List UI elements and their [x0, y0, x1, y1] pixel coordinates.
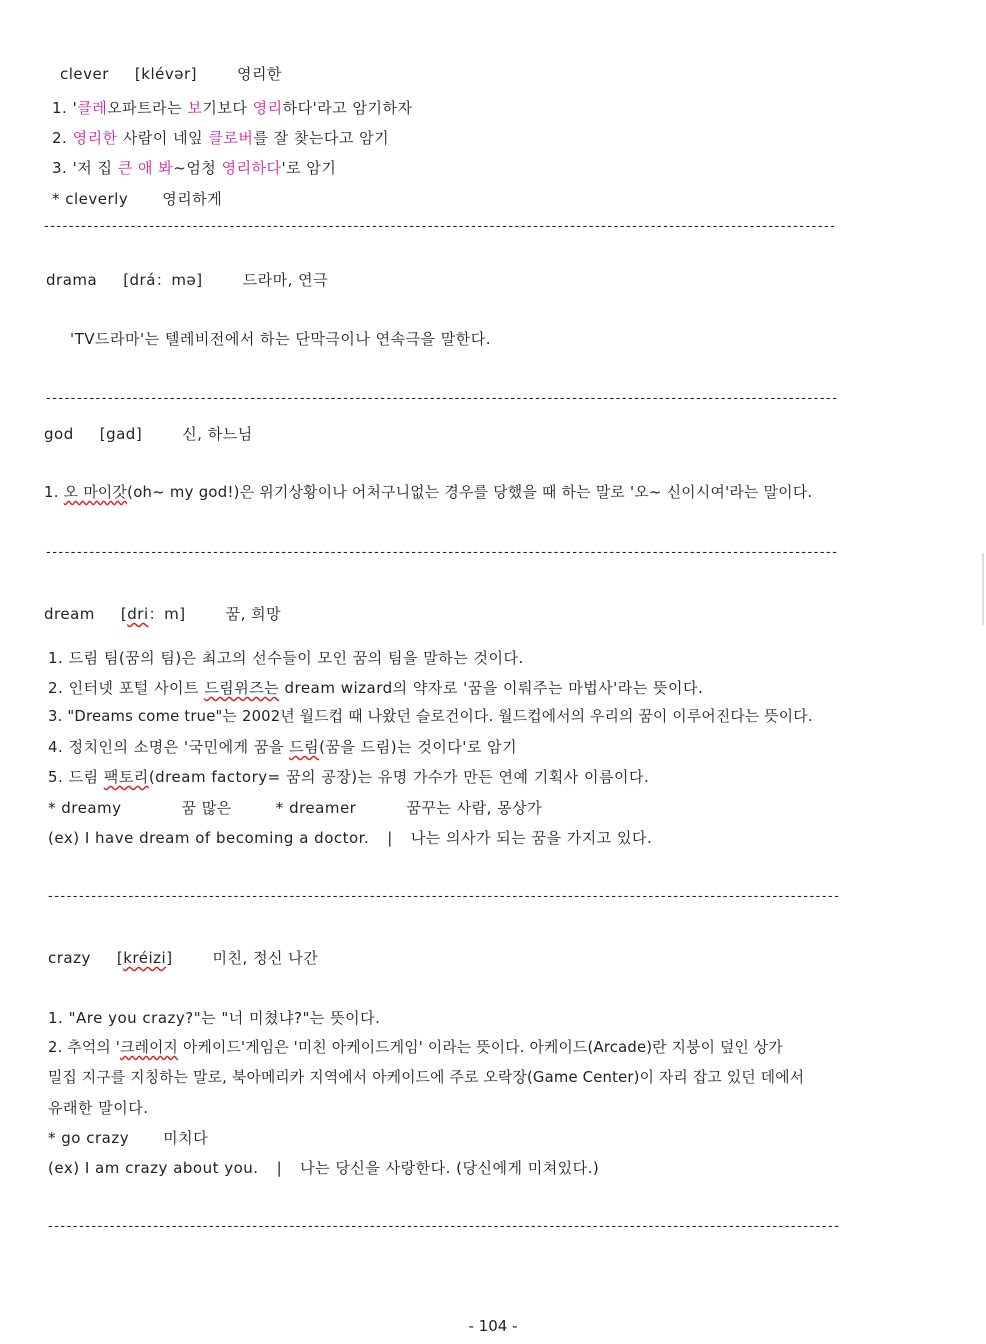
- crazy-note-2-cont: 밀집 지구를 지칭하는 말로, 북아메리카 지역에서 아케이드에 주로 오락장(Game Center)이 자리 잡고 있던 데에서: [48, 1069, 805, 1086]
- pronunciation-close: ]: [166, 949, 173, 967]
- dream-note-2: [48, 678, 703, 698]
- dream-note-5: [48, 767, 649, 787]
- drama-description: 'TV드라마'는 텔레비전에서 하는 단막극이나 연속극을 말한다.: [70, 330, 492, 348]
- text: (oh~ my god!)은 위기상황이나 어처구니없는 경우를 당했을 때 하는 말로 '오~ 신이시여'라는 말이다.: [127, 484, 813, 501]
- clever-derived: [52, 189, 222, 209]
- separator: --------------------------------------------------------------------------------------------------------------------------------: [48, 890, 841, 904]
- text: dream wizard의 약자로 '꿈을 이뤄주는 마법사'라는 뜻이다.: [279, 679, 704, 697]
- derived-word: * go crazy: [48, 1129, 130, 1147]
- derived-word: * dreamy: [48, 799, 122, 817]
- text: 1.: [44, 484, 64, 501]
- meaning: 미친, 정신 나간: [212, 949, 319, 967]
- separator: --------------------------------------------------------------------------------------------------------------------------------: [46, 546, 839, 560]
- highlight: 영리한: [72, 129, 118, 147]
- derived-word: * cleverly: [52, 190, 129, 208]
- clever-mnemonic-1: [52, 98, 412, 118]
- meaning: 드라마, 연극: [242, 271, 329, 289]
- pronunciation-open: [: [116, 949, 124, 967]
- text: (꿈을 드림)는 것이다'로 암기: [319, 738, 518, 756]
- dream-example: [48, 828, 652, 848]
- text: ~엄청: [173, 159, 222, 177]
- text: 2. 인터넷 포털 사이트: [48, 679, 205, 697]
- text: 하다'라고 암기하자: [282, 99, 413, 117]
- pronunciation-core: dri: [127, 605, 149, 623]
- text: 사람이 네잎: [117, 129, 209, 147]
- god-note-1: [44, 483, 812, 503]
- highlight: 영리: [252, 99, 283, 117]
- headword: drama: [46, 271, 98, 289]
- pronunciation: [drá：mə]: [123, 271, 203, 289]
- clever-mnemonic-2: [52, 128, 389, 148]
- crazy-derived: [48, 1128, 208, 1148]
- crazy-example: [48, 1158, 599, 1178]
- text: 5. 드림: [48, 768, 104, 786]
- example-korean: 나는 당신을 사랑한다. (당신에게 미쳐있다.): [300, 1159, 600, 1177]
- separator: --------------------------------------------------------------------------------------------------------------------------------: [48, 1220, 841, 1234]
- crazy-note-2-end: 유래한 말이다.: [48, 1099, 149, 1117]
- text: 를 잘 찾는다고 암기: [253, 129, 390, 147]
- underlined-term: 드림위즈는: [204, 679, 280, 697]
- pronunciation-core: kréizi: [123, 949, 167, 967]
- highlight: 보: [187, 99, 203, 117]
- pronunciation-open: [: [120, 605, 128, 623]
- derived-word: * dreamer: [275, 799, 357, 817]
- crazy-note-2: [48, 1038, 783, 1058]
- derived-meaning: 영리하게: [162, 190, 223, 208]
- meaning: 영리한: [236, 65, 282, 83]
- example-divider: |: [387, 829, 393, 847]
- example-english: (ex) I am crazy about you.: [48, 1159, 259, 1177]
- example-english: (ex) I have dream of becoming a doctor.: [48, 829, 370, 847]
- dream-derived: [48, 798, 542, 818]
- derived-meaning: 꿈 많은: [181, 799, 232, 817]
- dream-note-4: [48, 737, 517, 757]
- example-divider: |: [276, 1159, 283, 1177]
- entry-clever-header: [60, 64, 282, 84]
- text: 1. ': [52, 99, 78, 117]
- underlined-term: 오 마이갓: [63, 484, 128, 501]
- separator: --------------------------------------------------------------------------------------------------------------------------------: [44, 220, 837, 234]
- headword: crazy: [48, 949, 91, 967]
- highlight: 클레: [77, 99, 108, 117]
- text: 2.: [52, 129, 73, 147]
- crazy-note-1: 1. "Are you crazy?"는 "너 미쳤냐?"는 뜻이다.: [48, 1009, 381, 1027]
- text: 기보다: [202, 99, 253, 117]
- meaning: 신, 하느님: [182, 425, 253, 443]
- text: 3. '저 집: [52, 159, 118, 177]
- page-number: - 104 -: [468, 1317, 518, 1335]
- separator: --------------------------------------------------------------------------------------------------------------------------------: [46, 392, 839, 406]
- headword: clever: [60, 65, 109, 83]
- underlined-term: 팩토리: [103, 768, 149, 786]
- pronunciation: [klévər]: [134, 65, 197, 83]
- text: 오파트라는: [107, 99, 188, 117]
- highlight: 영리하다: [221, 159, 282, 177]
- text: 4. 정치인의 소명은 '국민에게 꿈을: [48, 738, 290, 756]
- underlined-term: 크레이지: [120, 1039, 179, 1056]
- clever-mnemonic-3: [52, 158, 336, 178]
- pronunciation-close: ：m]: [148, 605, 186, 623]
- example-korean: 나는 의사가 되는 꿈을 가지고 있다.: [410, 829, 653, 847]
- entry-dream-header: [44, 604, 281, 624]
- entry-god-header: [44, 424, 253, 444]
- derived-meaning: 미치다: [163, 1129, 209, 1147]
- margin-mark: [982, 553, 984, 625]
- text: '로 암기: [281, 159, 337, 177]
- entry-crazy-header: [48, 948, 318, 968]
- headword: god: [44, 425, 74, 443]
- entry-drama-header: [46, 270, 328, 290]
- pronunciation: [gad]: [99, 425, 143, 443]
- text: (dream factory= 꿈의 공장)는 유명 가수가 만든 연예 기획사 이름이다.: [148, 768, 650, 786]
- text: 아케이드'게임은 '미친 아케이드게임' 이라는 뜻이다. 아케이드(Arcade)란 지붕이 덮인 상가: [178, 1039, 783, 1056]
- highlight: 클로버: [208, 129, 254, 147]
- derived-meaning: 꿈꾸는 사람, 몽상가: [406, 799, 543, 817]
- highlight: 큰 애 봐: [117, 159, 174, 177]
- meaning: 꿈, 희망: [225, 605, 282, 623]
- underlined-term: 드림: [289, 738, 320, 756]
- text: 2. 추억의 ': [48, 1039, 121, 1056]
- headword: dream: [44, 605, 95, 623]
- dream-note-3: 3. "Dreams come true"는 2002년 월드컵 때 나왔던 슬로건이다. 월드컵에서의 우리의 꿈이 이루어진다는 뜻이다.: [48, 708, 813, 725]
- dream-note-1: 1. 드림 팀(꿈의 팀)은 최고의 선수들이 모인 꿈의 팀을 말하는 것이다.: [48, 649, 524, 667]
